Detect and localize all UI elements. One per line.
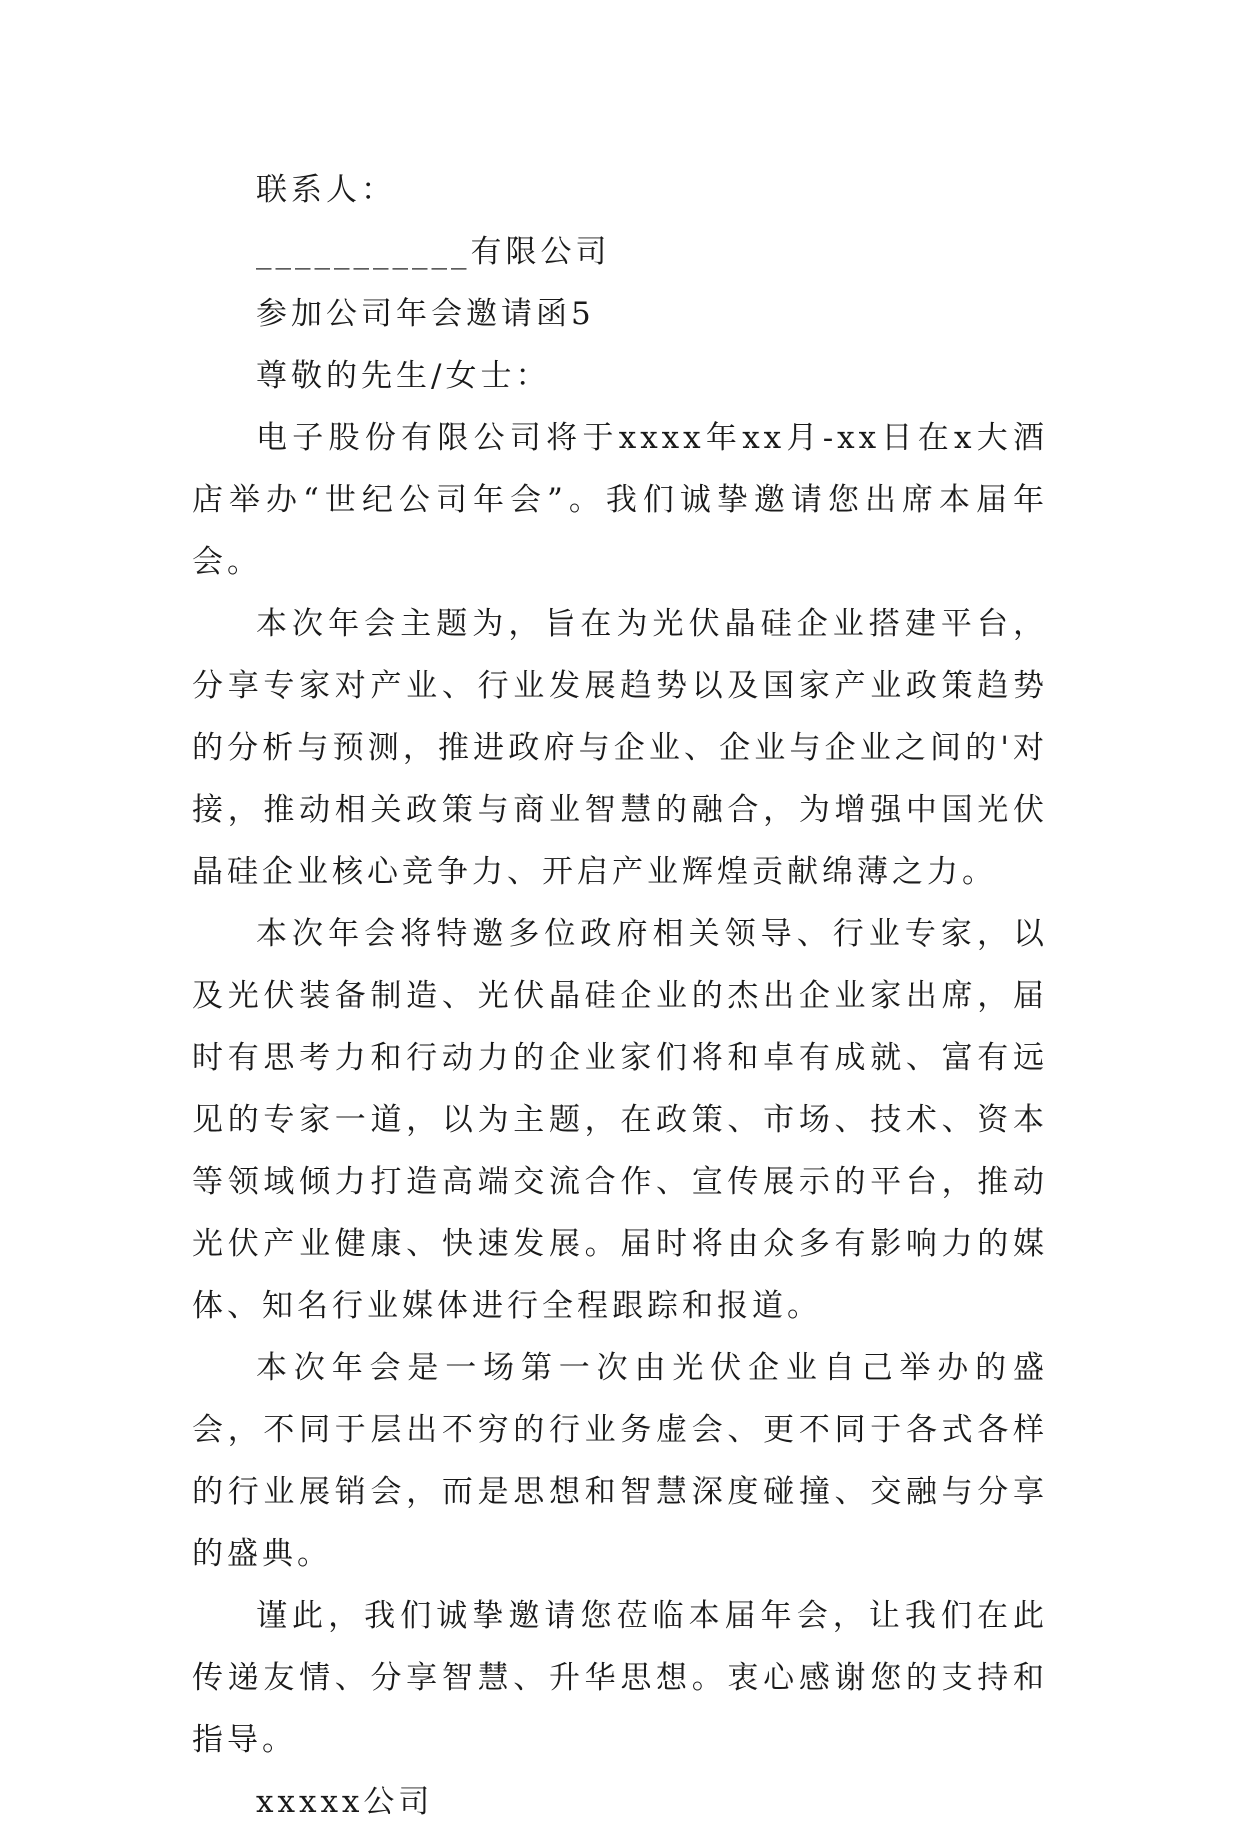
salutation: 尊敬的先生/女士： [256, 358, 551, 394]
document-title: 参加公司年会邀请函5 [256, 296, 595, 332]
paragraph-3: 本次年会将特邀多位政府相关领导、行业专家，以及光伏装备制造、光伏晶硅企业的杰出企业家出席，届时有思考力和行动力的企业家们将和卓有成就、富有远见的专家一道，以为主题，在政策、市场、技术、资本等领域倾力打造高端交流合作、宣传展示的平台，推动光伏产业健康、快速发展。届时将由众多有影响力的媒体、知名行业媒体进行全程跟踪和报道。 [192, 916, 1048, 1324]
signature: xxxxx公司 [256, 1784, 434, 1820]
company-line: ___________有限公司 [256, 234, 611, 270]
paragraph-4: 本次年会是一场第一次由光伏企业自己举办的盛会，不同于层出不穷的行业务虚会、更不同于各式各样的行业展销会，而是思想和智慧深度碰撞、交融与分享的盛典。 [192, 1350, 1048, 1572]
document-body [192, 159, 1048, 1833]
paragraph-5: 谨此，我们诚挚邀请您莅临本届年会，让我们在此传递友情、分享智慧、升华思想。衷心感谢您的支持和指导。 [192, 1598, 1048, 1758]
paragraph-2: 本次年会主题为，旨在为光伏晶硅企业搭建平台，分享专家对产业、行业发展趋势以及国家产业政策趋势的分析与预测，推进政府与企业、企业与企业之间的'对接，推动相关政策与商业智慧的融合，为增强中国光伏晶硅企业核心竞争力、开启产业辉煌贡献绵薄之力。 [192, 606, 1048, 890]
contact-label: 联系人： [256, 172, 396, 208]
paragraph-1: 电子股份有限公司将于xxxx年xx月-xx日在x大酒店举办“世纪公司年会”。我们诚挚邀请您出席本届年会。 [192, 420, 1048, 580]
